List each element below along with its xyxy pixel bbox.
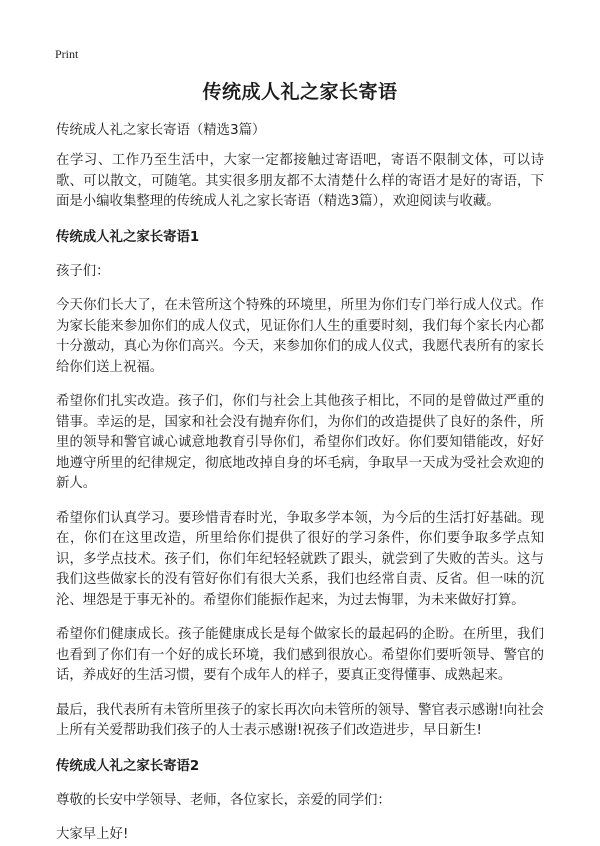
section-1-paragraph: 希望你们健康成长。孩子能健康成长是每个做家长的最起码的企盼。在所里，我们也看到了你们有一个好的成长环境，我们感到很放心。希望你们要听领导、警官的话，养成好的生活习惯，要有个成年人的样子，要真正变得懂事、成熟起来。 [56, 627, 544, 683]
section-1-paragraph: 希望你们扎实改造。孩子们，你们与社会上其他孩子相比，不同的是曾做过严重的错事。幸运的是，国家和社会没有抛弃你们，为你们的改造提供了良好的条件，所里的领导和警官诚心诚意地教育引导你们，希望你们改好。你们要知错能改，好好地遵守所里的纪律规定，彻底地改掉自身的坏毛病，争取早一天成为受社会欢迎的新人。 [56, 394, 544, 491]
section-1-paragraph: 希望你们认真学习。要珍惜青春时光，争取多学本领，为今后的生活打好基础。现在，你们在这里改造，所里给你们提供了很好的学习条件，你们要争取多学点知识，多学点技术。孩子们，你们年纪轻轻就跌了跟头，就尝到了失败的苦头。这与我们这些做家长的没有管好你们有很大关系，我们也经常自责、反省。但一味的沉沦、埋怨是于事无补的。希望你们能振作起来，为过去悔罪，为未来做好打算。 [56, 510, 544, 608]
page-title: 传统成人礼之家长寄语 [202, 81, 398, 103]
document-subtitle: 传统成人礼之家长寄语（精选3篇） [56, 123, 266, 138]
section-1-heading: 传统成人礼之家长寄语1 [56, 229, 200, 245]
section-1-salutation: 孩子们： [56, 263, 110, 279]
section-1-paragraph: 今天你们长大了，在未管所这个特殊的环境里，所里为你们专门举行成人仪式。作为家长能来参加你们的成人仪式，见证你们人生的重要时刻，我们每个家长内心都十分激动，真心为你们高兴。今天，来参加你们的成人仪式，我愿代表所有的家长给你们送上祝福。 [56, 298, 544, 375]
section-2-heading: 传统成人礼之家长寄语2 [56, 758, 200, 774]
intro-paragraph: 在学习、工作乃至生活中，大家一定都接触过寄语吧，寄语不限制文体，可以诗歌、可以散文，可随笔。其实很多朋友都不太清楚什么样的寄语才是好的寄语，下面是小编收集整理的传统成人礼之家长寄语（精选3篇），欢迎阅读与收藏。 [56, 153, 544, 209]
print-label: Print [55, 47, 79, 61]
section-2-salutation: 尊敬的长安中学领导、老师，各位家长，亲爱的同学们： [56, 792, 391, 808]
section-2-greeting: 大家早上好! [56, 827, 129, 842]
section-1-paragraph: 最后，我代表所有未管所里孩子的家长再次向未管所的领导、警官表示感谢!向社会上所有关爱帮助我们孩子的人士表示感谢!祝孩子们改造进步，早日新生! [56, 702, 544, 738]
